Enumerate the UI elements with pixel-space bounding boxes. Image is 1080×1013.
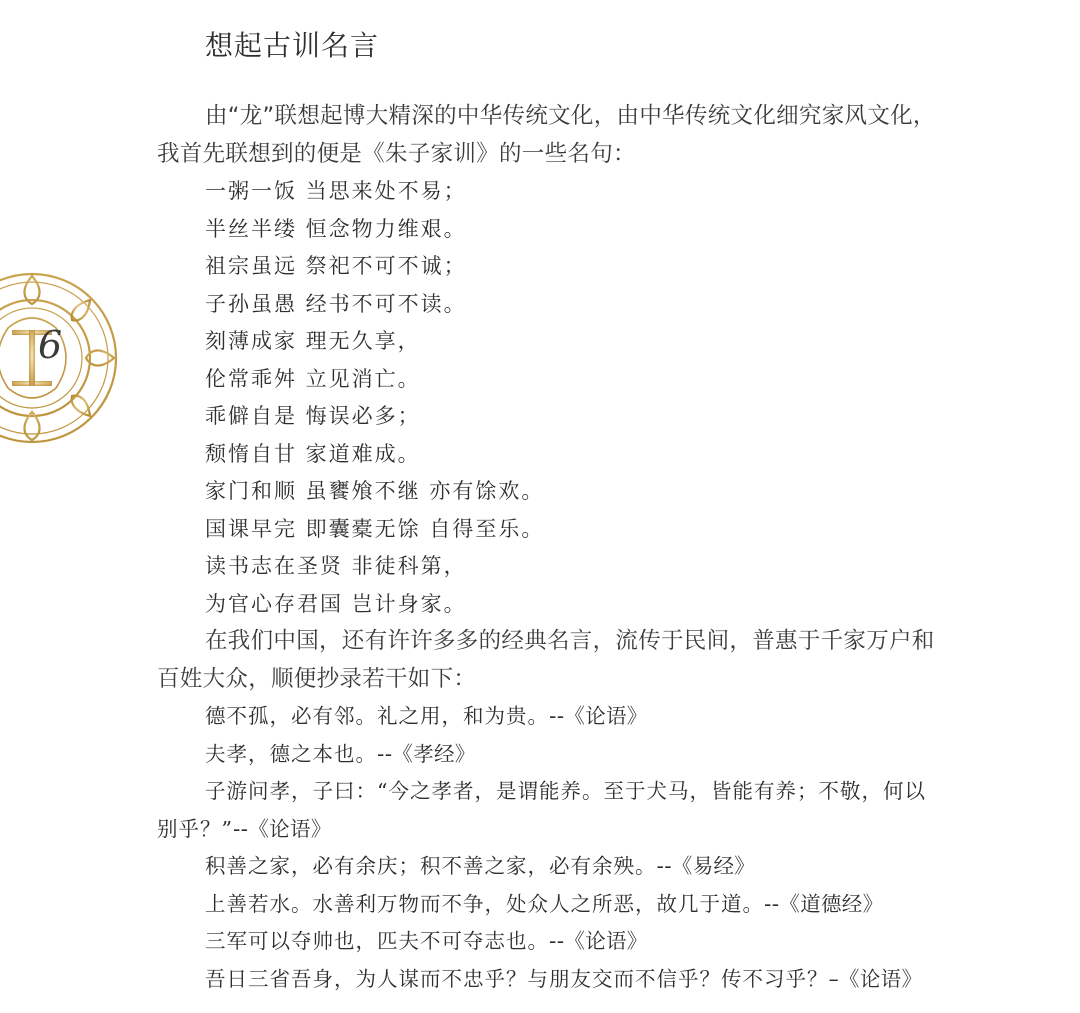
instruction-line: 一粥一饭 当思来处不易； (205, 179, 467, 203)
intro-paragraph: 由“龙”联想起博大精深的中华传统文化，由中华传统文化细究家风文化，我首先联想到的便是《朱子家训》的一些名句： (157, 103, 936, 167)
page-ornament-medallion (0, 268, 126, 448)
quote-item (157, 923, 927, 961)
quote-item (157, 886, 927, 924)
quote-source: --《论语》 (232, 816, 332, 841)
quote-text: 上善若水。水善利万物而不争，处众人之所恶，故几于道。 (205, 891, 764, 916)
instruction-line: 读书志在圣贤 非徒科第， (205, 554, 467, 578)
quote-item (157, 698, 927, 736)
family-instructions-list (205, 173, 544, 623)
instruction-line: 乖僻自是 悔误必多； (205, 404, 421, 428)
section-heading: 想起古训名言 (205, 29, 380, 62)
instruction-line: 家门和顺 虽饔飧不继 亦有馀欢。 (205, 479, 545, 503)
transition-paragraph: 在我们中国，还有许许多多的经典名言，流传于民间，普惠于千家万户和百姓大众，顺便抄录若干如下： (157, 628, 935, 692)
instruction-line: 伦常乖舛 立见消亡。 (205, 366, 421, 391)
instruction-line: 颓惰自甘 家道难成。 (205, 441, 421, 466)
quote-text: 子游问孝，子曰：“今之孝者，是谓能养。至于犬马，皆能有养；不敬，何以别乎？” (157, 779, 926, 841)
quote-source: --《论语》 (549, 929, 648, 953)
instruction-line: 半丝半缕 恒念物力维艰。 (205, 216, 467, 241)
quote-text: 德不孤，必有邻。礼之用，和为贵。 (205, 704, 549, 728)
quote-item (157, 736, 927, 774)
quote-text: 吾日三省吾身，为人谋而不忠乎？与朋友交而不信乎？传不习乎？ (205, 966, 829, 991)
quote-item (157, 773, 927, 848)
quote-source: –《论语》 (828, 966, 923, 991)
instruction-line: 国课早完 即囊橐无馀 自得至乐。 (205, 516, 545, 541)
quote-source: --《道德经》 (764, 891, 884, 916)
quote-text: 积善之家，必有余庆；积不善之家，必有余殃。 (205, 854, 657, 878)
quote-text: 夫孝，德之本也。 (205, 741, 377, 766)
quote-source: --《孝经》 (377, 741, 476, 766)
quote-item (157, 961, 927, 999)
quote-source: --《易经》 (656, 854, 756, 878)
instruction-line: 为官心存君国 岂计身家。 (205, 591, 467, 616)
quotes-list (157, 698, 927, 998)
instruction-line: 刻薄成家 理无久享， (205, 329, 421, 353)
instruction-line: 祖宗虽远 祭祀不可不诚； (205, 254, 467, 278)
instruction-line: 子孙虽愚 经书不可不读。 (205, 291, 467, 316)
quote-item (157, 848, 927, 886)
quote-source: --《论语》 (549, 704, 648, 728)
page-number: 6 (38, 323, 63, 367)
quote-text: 三军可以夺帅也，匹夫不可夺志也。 (205, 929, 549, 953)
